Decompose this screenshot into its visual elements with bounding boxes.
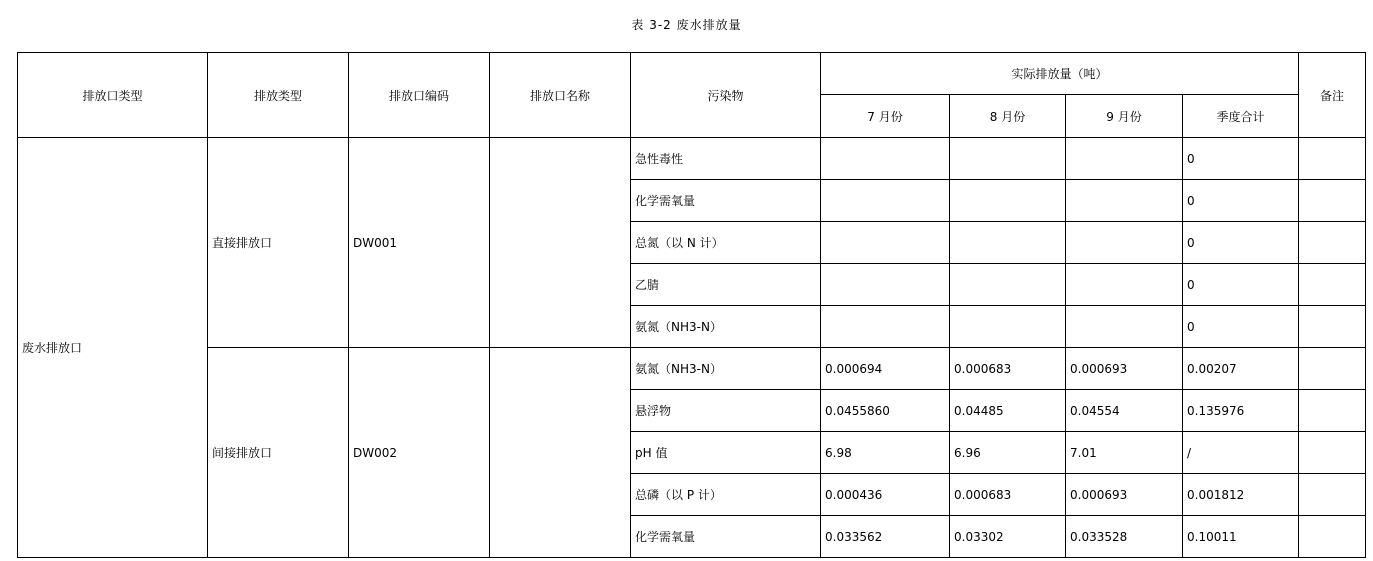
cell-sep bbox=[1066, 222, 1183, 264]
cell-remark bbox=[1299, 222, 1366, 264]
cell-sep: 0.000693 bbox=[1066, 348, 1183, 390]
cell-quarter-total: 0 bbox=[1183, 180, 1299, 222]
header-remarks: 备注 bbox=[1299, 53, 1366, 138]
cell-sep: 7.01 bbox=[1066, 432, 1183, 474]
cell-sep: 0.04554 bbox=[1066, 390, 1183, 432]
cell-aug: 0.000683 bbox=[950, 474, 1066, 516]
header-row-1 bbox=[18, 53, 1366, 95]
cell-pollutant: 乙腈 bbox=[631, 264, 821, 306]
cell-remark bbox=[1299, 306, 1366, 348]
cell-discharge-type: 间接排放口 bbox=[208, 348, 349, 558]
cell-discharge-type: 直接排放口 bbox=[208, 138, 349, 348]
cell-remark bbox=[1299, 180, 1366, 222]
cell-pollutant: 化学需氧量 bbox=[631, 180, 821, 222]
cell-jul bbox=[821, 138, 950, 180]
cell-outlet-code: DW001 bbox=[349, 138, 490, 348]
cell-sep: 0.000693 bbox=[1066, 474, 1183, 516]
cell-aug bbox=[950, 222, 1066, 264]
cell-quarter-total: 0.001812 bbox=[1183, 474, 1299, 516]
header-quarter-total: 季度合计 bbox=[1183, 95, 1299, 138]
header-month-aug: 8 月份 bbox=[950, 95, 1066, 138]
cell-aug bbox=[950, 306, 1066, 348]
cell-aug: 0.000683 bbox=[950, 348, 1066, 390]
cell-quarter-total: 0.10011 bbox=[1183, 516, 1299, 558]
cell-quarter-total: 0.00207 bbox=[1183, 348, 1299, 390]
cell-pollutant: 化学需氧量 bbox=[631, 516, 821, 558]
cell-pollutant: 氨氮（NH3-N） bbox=[631, 348, 821, 390]
cell-quarter-total: 0.135976 bbox=[1183, 390, 1299, 432]
cell-remark bbox=[1299, 390, 1366, 432]
cell-jul: 0.0455860 bbox=[821, 390, 950, 432]
cell-jul: 0.033562 bbox=[821, 516, 950, 558]
cell-outlet-type: 废水排放口 bbox=[18, 138, 208, 558]
cell-aug bbox=[950, 138, 1066, 180]
header-outlet-name: 排放口名称 bbox=[490, 53, 631, 138]
cell-quarter-total: 0 bbox=[1183, 306, 1299, 348]
cell-aug: 0.04485 bbox=[950, 390, 1066, 432]
cell-pollutant: pH 值 bbox=[631, 432, 821, 474]
cell-sep bbox=[1066, 138, 1183, 180]
cell-quarter-total: 0 bbox=[1183, 222, 1299, 264]
cell-outlet-name bbox=[490, 348, 631, 558]
cell-sep: 0.033528 bbox=[1066, 516, 1183, 558]
header-pollutant: 污染物 bbox=[631, 53, 821, 138]
cell-remark bbox=[1299, 348, 1366, 390]
cell-remark bbox=[1299, 138, 1366, 180]
cell-pollutant: 总磷（以 P 计） bbox=[631, 474, 821, 516]
cell-remark bbox=[1299, 516, 1366, 558]
cell-jul: 0.000436 bbox=[821, 474, 950, 516]
cell-jul bbox=[821, 306, 950, 348]
table-row bbox=[18, 348, 1366, 390]
cell-jul bbox=[821, 264, 950, 306]
table-row bbox=[18, 138, 1366, 180]
header-month-sep: 9 月份 bbox=[1066, 95, 1183, 138]
header-outlet-type: 排放口类型 bbox=[18, 53, 208, 138]
header-discharge-type: 排放类型 bbox=[208, 53, 349, 138]
cell-outlet-name bbox=[490, 138, 631, 348]
cell-pollutant: 总氮（以 N 计） bbox=[631, 222, 821, 264]
cell-aug bbox=[950, 264, 1066, 306]
cell-aug: 6.96 bbox=[950, 432, 1066, 474]
cell-quarter-total: 0 bbox=[1183, 138, 1299, 180]
cell-pollutant: 急性毒性 bbox=[631, 138, 821, 180]
header-month-jul: 7 月份 bbox=[821, 95, 950, 138]
cell-sep bbox=[1066, 306, 1183, 348]
cell-remark bbox=[1299, 432, 1366, 474]
cell-sep bbox=[1066, 180, 1183, 222]
cell-sep bbox=[1066, 264, 1183, 306]
wastewater-discharge-table bbox=[17, 52, 1366, 558]
table-caption: 表 3-2 废水排放量 bbox=[631, 18, 742, 32]
cell-pollutant: 氨氮（NH3-N） bbox=[631, 306, 821, 348]
cell-pollutant: 悬浮物 bbox=[631, 390, 821, 432]
cell-jul bbox=[821, 222, 950, 264]
cell-jul: 0.000694 bbox=[821, 348, 950, 390]
cell-aug: 0.03302 bbox=[950, 516, 1066, 558]
cell-aug bbox=[950, 180, 1066, 222]
header-outlet-code: 排放口编码 bbox=[349, 53, 490, 138]
header-actual-discharge: 实际排放量（吨） bbox=[821, 53, 1299, 95]
cell-jul bbox=[821, 180, 950, 222]
cell-remark bbox=[1299, 474, 1366, 516]
cell-quarter-total: / bbox=[1183, 432, 1299, 474]
cell-quarter-total: 0 bbox=[1183, 264, 1299, 306]
cell-remark bbox=[1299, 264, 1366, 306]
cell-jul: 6.98 bbox=[821, 432, 950, 474]
cell-outlet-code: DW002 bbox=[349, 348, 490, 558]
